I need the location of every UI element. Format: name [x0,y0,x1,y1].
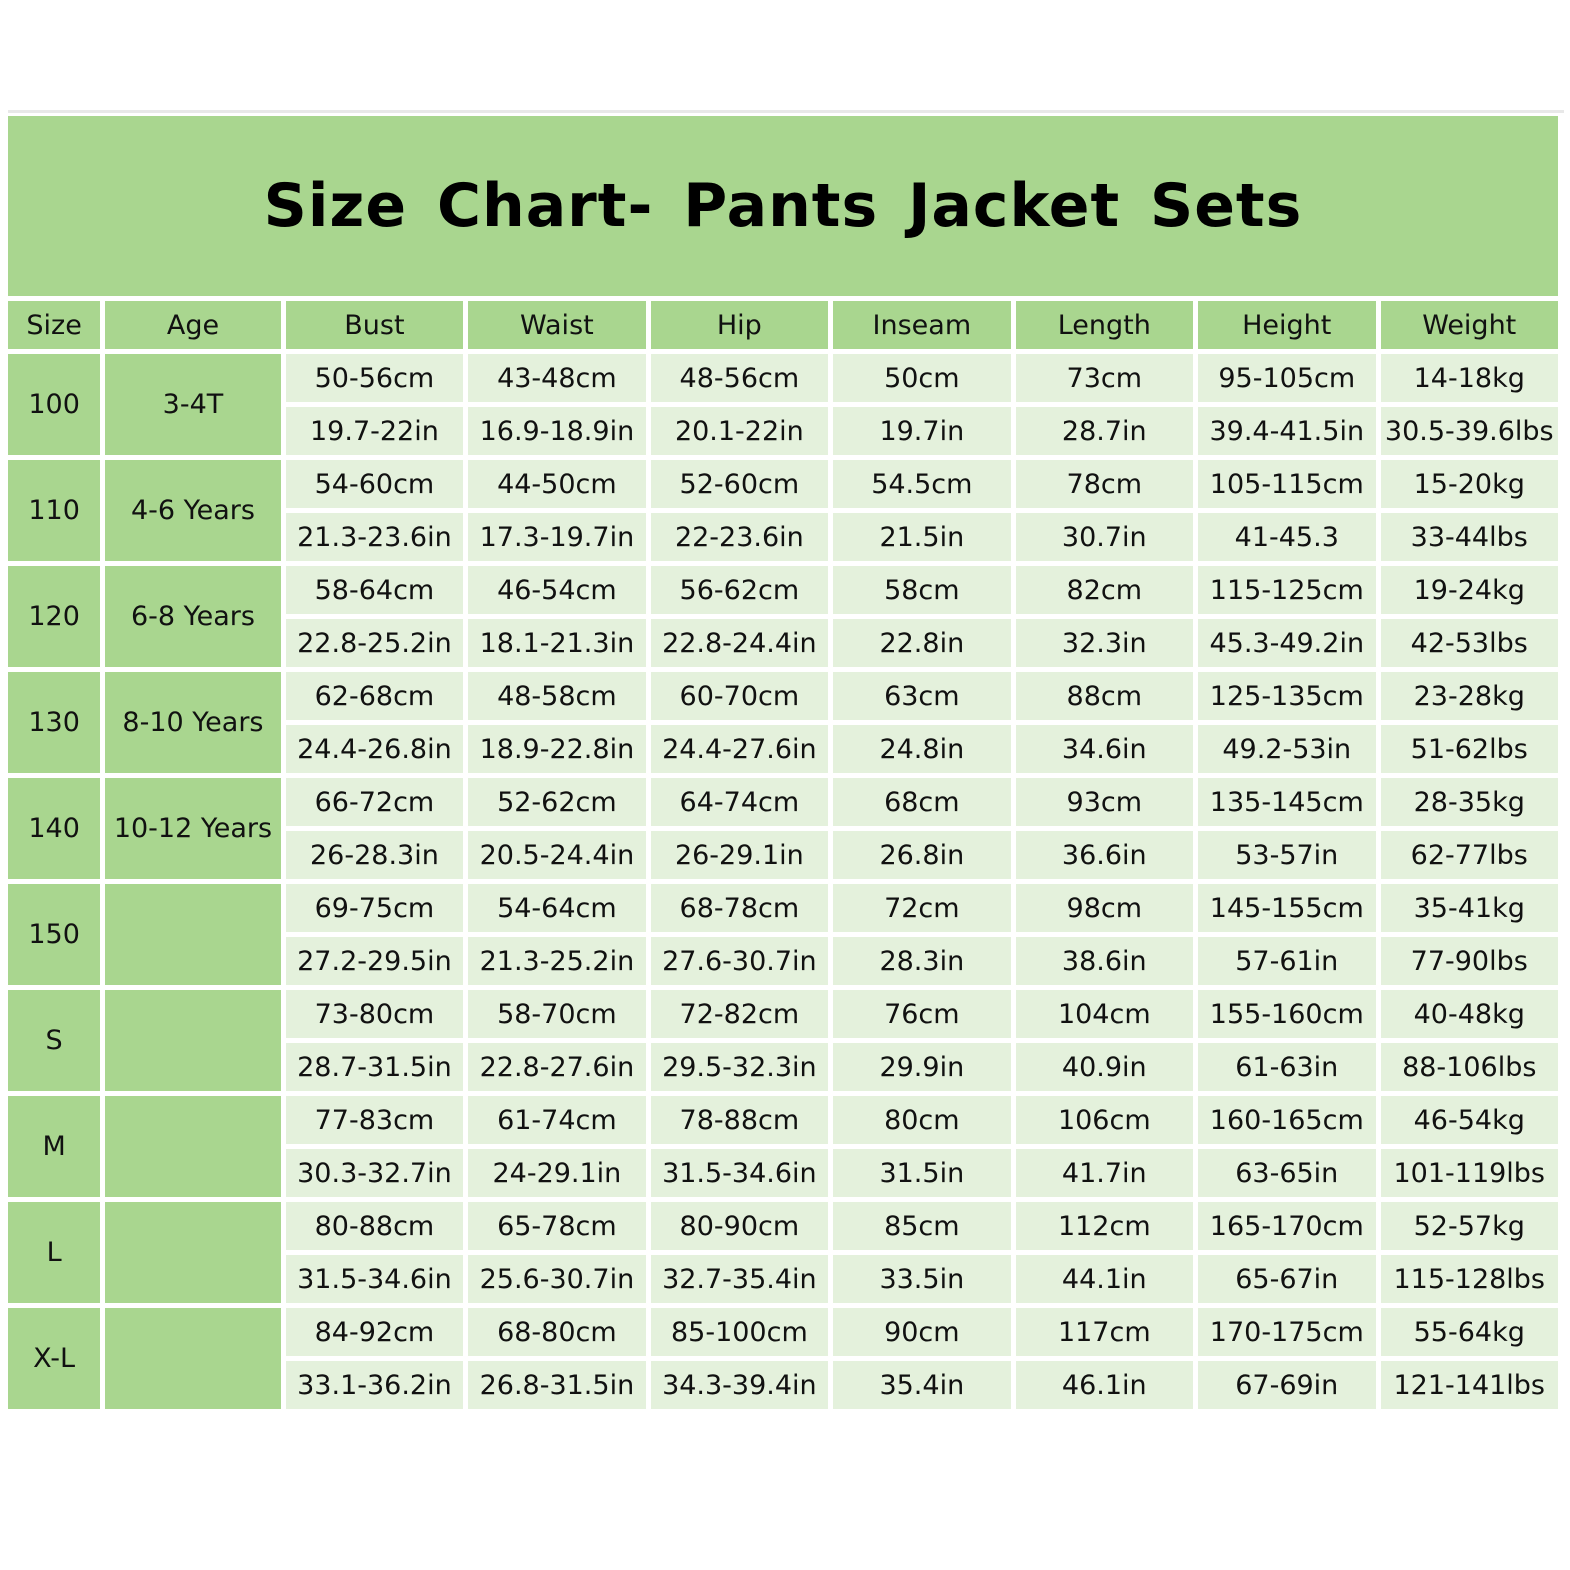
size-cell: 150 [8,884,100,985]
hip-cm-cell: 78-88cm [651,1096,828,1144]
age-cell [105,1308,280,1409]
length-in-cell: 30.7in [1016,513,1193,561]
bust-cm-cell: 80-88cm [286,1202,463,1250]
bust-cm-cell: 66-72cm [286,778,463,826]
column-header-length: Length [1016,301,1193,349]
hip-cm-cell: 68-78cm [651,884,828,932]
inseam-cm-cell: 76cm [833,990,1010,1038]
weight-in-cell: 62-77lbs [1381,831,1559,879]
size-chart-table [3,296,1563,1414]
column-header-height: Height [1198,301,1375,349]
weight-cm-cell: 14-18kg [1381,354,1559,402]
inseam-cm-cell: 72cm [833,884,1010,932]
height-cm-cell: 145-155cm [1198,884,1375,932]
height-cm-cell: 170-175cm [1198,1308,1375,1356]
inseam-cm-cell: 80cm [833,1096,1010,1144]
column-header-age: Age [105,301,280,349]
height-cm-cell: 165-170cm [1198,1202,1375,1250]
inseam-cm-cell: 50cm [833,354,1010,402]
height-cm-cell: 155-160cm [1198,990,1375,1038]
inseam-in-cell: 21.5in [833,513,1010,561]
weight-in-cell: 30.5-39.6lbs [1381,407,1559,455]
waist-in-cell: 18.1-21.3in [468,619,645,667]
height-cm-cell: 95-105cm [1198,354,1375,402]
height-in-cell: 41-45.3 [1198,513,1375,561]
waist-in-cell: 22.8-27.6in [468,1043,645,1091]
bust-in-cell: 24.4-26.8in [286,725,463,773]
inseam-cm-cell: 90cm [833,1308,1010,1356]
height-in-cell: 53-57in [1198,831,1375,879]
height-cm-cell: 115-125cm [1198,566,1375,614]
inseam-in-cell: 33.5in [833,1255,1010,1303]
weight-in-cell: 77-90lbs [1381,937,1559,985]
weight-cm-cell: 23-28kg [1381,672,1559,720]
hip-in-cell: 22-23.6in [651,513,828,561]
table-row-cm [8,1202,1558,1250]
bust-in-cell: 28.7-31.5in [286,1043,463,1091]
length-cm-cell: 104cm [1016,990,1193,1038]
hip-cm-cell: 48-56cm [651,354,828,402]
hip-in-cell: 24.4-27.6in [651,725,828,773]
inseam-in-cell: 28.3in [833,937,1010,985]
age-cell: 8-10 Years [105,672,280,773]
chart-title: Size Chart- Pants Jacket Sets [263,171,1303,241]
column-header-size: Size [8,301,100,349]
length-cm-cell: 82cm [1016,566,1193,614]
bust-cm-cell: 73-80cm [286,990,463,1038]
length-cm-cell: 88cm [1016,672,1193,720]
hip-in-cell: 22.8-24.4in [651,619,828,667]
hip-in-cell: 32.7-35.4in [651,1255,828,1303]
weight-in-cell: 33-44lbs [1381,513,1559,561]
length-in-cell: 46.1in [1016,1361,1193,1409]
weight-in-cell: 121-141lbs [1381,1361,1559,1409]
table-row-cm [8,566,1558,614]
age-cell [105,884,280,985]
weight-cm-cell: 35-41kg [1381,884,1559,932]
hip-in-cell: 27.6-30.7in [651,937,828,985]
bust-in-cell: 22.8-25.2in [286,619,463,667]
size-cell: M [8,1096,100,1197]
weight-cm-cell: 40-48kg [1381,990,1559,1038]
bust-in-cell: 31.5-34.6in [286,1255,463,1303]
age-cell [105,1202,280,1303]
height-in-cell: 61-63in [1198,1043,1375,1091]
age-cell: 10-12 Years [105,778,280,879]
weight-in-cell: 51-62lbs [1381,725,1559,773]
hip-cm-cell: 60-70cm [651,672,828,720]
length-in-cell: 28.7in [1016,407,1193,455]
waist-cm-cell: 44-50cm [468,460,645,508]
waist-cm-cell: 54-64cm [468,884,645,932]
inseam-cm-cell: 54.5cm [833,460,1010,508]
waist-cm-cell: 43-48cm [468,354,645,402]
hip-cm-cell: 85-100cm [651,1308,828,1356]
length-in-cell: 34.6in [1016,725,1193,773]
table-row-cm [8,884,1558,932]
inseam-cm-cell: 63cm [833,672,1010,720]
height-cm-cell: 135-145cm [1198,778,1375,826]
weight-cm-cell: 19-24kg [1381,566,1559,614]
waist-in-cell: 16.9-18.9in [468,407,645,455]
table-row-cm [8,1096,1558,1144]
height-cm-cell: 160-165cm [1198,1096,1375,1144]
waist-in-cell: 20.5-24.4in [468,831,645,879]
bust-in-cell: 19.7-22in [286,407,463,455]
age-cell: 4-6 Years [105,460,280,561]
title-banner [8,116,1558,296]
length-cm-cell: 112cm [1016,1202,1193,1250]
weight-cm-cell: 46-54kg [1381,1096,1559,1144]
size-cell: X-L [8,1308,100,1409]
hip-in-cell: 34.3-39.4in [651,1361,828,1409]
table-row-cm [8,672,1558,720]
hip-cm-cell: 64-74cm [651,778,828,826]
bust-cm-cell: 50-56cm [286,354,463,402]
height-in-cell: 67-69in [1198,1361,1375,1409]
length-cm-cell: 73cm [1016,354,1193,402]
column-header-bust: Bust [286,301,463,349]
column-header-weight: Weight [1381,301,1559,349]
waist-in-cell: 24-29.1in [468,1149,645,1197]
inseam-cm-cell: 58cm [833,566,1010,614]
column-header-waist: Waist [468,301,645,349]
table-body [8,354,1558,1409]
size-cell: 120 [8,566,100,667]
weight-cm-cell: 28-35kg [1381,778,1559,826]
weight-in-cell: 42-53lbs [1381,619,1559,667]
age-cell [105,1096,280,1197]
height-in-cell: 57-61in [1198,937,1375,985]
weight-in-cell: 101-119lbs [1381,1149,1559,1197]
bust-in-cell: 27.2-29.5in [286,937,463,985]
height-cm-cell: 105-115cm [1198,460,1375,508]
waist-cm-cell: 65-78cm [468,1202,645,1250]
waist-cm-cell: 58-70cm [468,990,645,1038]
table-row-cm [8,1308,1558,1356]
height-in-cell: 65-67in [1198,1255,1375,1303]
table-row-cm [8,354,1558,402]
inseam-cm-cell: 85cm [833,1202,1010,1250]
bust-cm-cell: 58-64cm [286,566,463,614]
length-in-cell: 32.3in [1016,619,1193,667]
size-cell: 130 [8,672,100,773]
hip-cm-cell: 52-60cm [651,460,828,508]
length-in-cell: 38.6in [1016,937,1193,985]
size-cell: 110 [8,460,100,561]
waist-in-cell: 26.8-31.5in [468,1361,645,1409]
size-cell: L [8,1202,100,1303]
waist-cm-cell: 52-62cm [468,778,645,826]
length-in-cell: 44.1in [1016,1255,1193,1303]
height-in-cell: 39.4-41.5in [1198,407,1375,455]
inseam-in-cell: 31.5in [833,1149,1010,1197]
inseam-in-cell: 22.8in [833,619,1010,667]
size-cell: 140 [8,778,100,879]
table-row-cm [8,990,1558,1038]
length-in-cell: 36.6in [1016,831,1193,879]
hip-cm-cell: 80-90cm [651,1202,828,1250]
length-in-cell: 40.9in [1016,1043,1193,1091]
bust-cm-cell: 62-68cm [286,672,463,720]
height-cm-cell: 125-135cm [1198,672,1375,720]
length-cm-cell: 78cm [1016,460,1193,508]
inseam-in-cell: 26.8in [833,831,1010,879]
size-cell: 100 [8,354,100,455]
hip-in-cell: 20.1-22in [651,407,828,455]
waist-cm-cell: 61-74cm [468,1096,645,1144]
age-cell [105,990,280,1091]
inseam-in-cell: 24.8in [833,725,1010,773]
length-in-cell: 41.7in [1016,1149,1193,1197]
height-in-cell: 45.3-49.2in [1198,619,1375,667]
bust-in-cell: 30.3-32.7in [286,1149,463,1197]
waist-cm-cell: 68-80cm [468,1308,645,1356]
age-cell: 6-8 Years [105,566,280,667]
weight-in-cell: 88-106lbs [1381,1043,1559,1091]
inseam-cm-cell: 68cm [833,778,1010,826]
bust-in-cell: 33.1-36.2in [286,1361,463,1409]
inseam-in-cell: 19.7in [833,407,1010,455]
waist-in-cell: 25.6-30.7in [468,1255,645,1303]
length-cm-cell: 106cm [1016,1096,1193,1144]
inseam-in-cell: 35.4in [833,1361,1010,1409]
bust-cm-cell: 69-75cm [286,884,463,932]
weight-cm-cell: 52-57kg [1381,1202,1559,1250]
length-cm-cell: 93cm [1016,778,1193,826]
column-header-inseam: Inseam [833,301,1010,349]
table-row-cm [8,778,1558,826]
hip-in-cell: 26-29.1in [651,831,828,879]
table-row-cm [8,460,1558,508]
top-divider [8,110,1564,113]
hip-in-cell: 31.5-34.6in [651,1149,828,1197]
bust-in-cell: 21.3-23.6in [286,513,463,561]
waist-in-cell: 21.3-25.2in [468,937,645,985]
inseam-in-cell: 29.9in [833,1043,1010,1091]
bust-cm-cell: 77-83cm [286,1096,463,1144]
age-cell: 3-4T [105,354,280,455]
column-header-hip: Hip [651,301,828,349]
weight-in-cell: 115-128lbs [1381,1255,1559,1303]
weight-cm-cell: 15-20kg [1381,460,1559,508]
bust-cm-cell: 84-92cm [286,1308,463,1356]
length-cm-cell: 117cm [1016,1308,1193,1356]
height-in-cell: 49.2-53in [1198,725,1375,773]
weight-cm-cell: 55-64kg [1381,1308,1559,1356]
hip-in-cell: 29.5-32.3in [651,1043,828,1091]
bust-cm-cell: 54-60cm [286,460,463,508]
hip-cm-cell: 56-62cm [651,566,828,614]
size-cell: S [8,990,100,1091]
bust-in-cell: 26-28.3in [286,831,463,879]
length-cm-cell: 98cm [1016,884,1193,932]
waist-in-cell: 18.9-22.8in [468,725,645,773]
waist-in-cell: 17.3-19.7in [468,513,645,561]
waist-cm-cell: 48-58cm [468,672,645,720]
waist-cm-cell: 46-54cm [468,566,645,614]
header-row [8,301,1558,349]
hip-cm-cell: 72-82cm [651,990,828,1038]
height-in-cell: 63-65in [1198,1149,1375,1197]
